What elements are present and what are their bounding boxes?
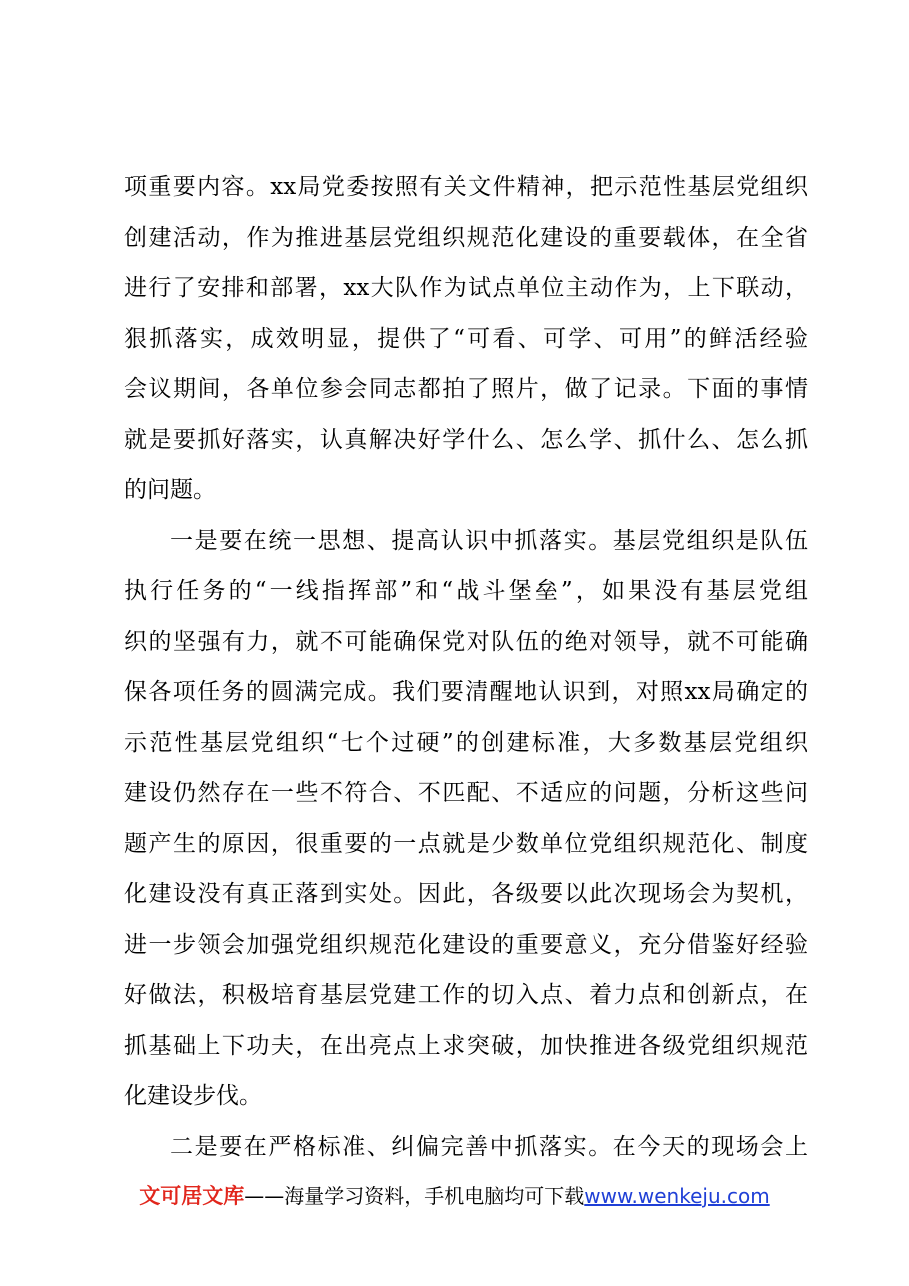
text-line: 织的坚强有力，就不可能确保党对队伍的绝对领导，就不可能确 — [124, 628, 808, 655]
footer-tagline: 海量学习资料，手机电脑均可下载 — [284, 1184, 585, 1208]
text-line: 创建活动，作为推进基层党组织规范化建设的重要载体，在全省 — [124, 224, 808, 251]
text-line: 会议期间，各单位参会同志都拍了照片，做了记录。下面的事情 — [124, 376, 808, 402]
text-line: 抓基础上下功夫，在出亮点上求突破，加快推进各级党组织规范 — [124, 1032, 808, 1059]
footer-dash: —— — [244, 1184, 285, 1208]
text-line: 好做法，积极培育基层党建工作的切入点、着力点和创新点，在 — [124, 982, 808, 1008]
text-line: 一是要在统一思想、提高认识中抓落实。基层党组织是队伍 — [170, 527, 808, 554]
text-line: 狠抓落实，成效明显，提供了“可看、可学、可用”的鲜活经验 — [124, 325, 808, 352]
footer-banner — [0, 1181, 909, 1211]
text-line: 化建设步伐。 — [124, 1083, 262, 1109]
text-line: 就是要抓好落实，认真解决好学什么、怎么学、抓什么、怎么抓 — [124, 426, 808, 453]
text-line: 项重要内容。xx局党委按照有关文件精神，把示范性基层党组织 — [124, 174, 808, 200]
text-line: 的问题。 — [124, 477, 216, 503]
text-line: 示范性基层党组织“七个过硬”的创建标准，大多数基层党组织 — [124, 729, 808, 756]
text-line: 进行了安排和部署，xx大队作为试点单位主动作为，上下联动， — [124, 275, 808, 301]
text-line: 题产生的原因，很重要的一点就是少数单位党组织规范化、制度 — [124, 830, 808, 857]
brand-name: 文可居文库 — [139, 1184, 245, 1208]
text-line: 保各项任务的圆满完成。我们要清醒地认识到，对照xx局确定的 — [124, 679, 808, 705]
text-line: 执行任务的“一线指挥部”和“战斗堡垒”，如果没有基层党组 — [124, 578, 808, 604]
text-line: 化建设没有真正落到实处。因此，各级要以此次现场会为契机， — [124, 881, 808, 907]
website-link[interactable]: www.wenkeju.com — [584, 1184, 770, 1208]
document-body — [124, 162, 808, 1172]
text-line: 进一步领会加强党组织规范化建设的重要意义，充分借鉴好经验 — [124, 931, 808, 958]
text-line: 二是要在严格标准、纠偏完善中抓落实。在今天的现场会上 — [170, 1133, 808, 1160]
text-line: 建设仍然存在一些不符合、不匹配、不适应的问题，分析这些问 — [124, 780, 808, 806]
